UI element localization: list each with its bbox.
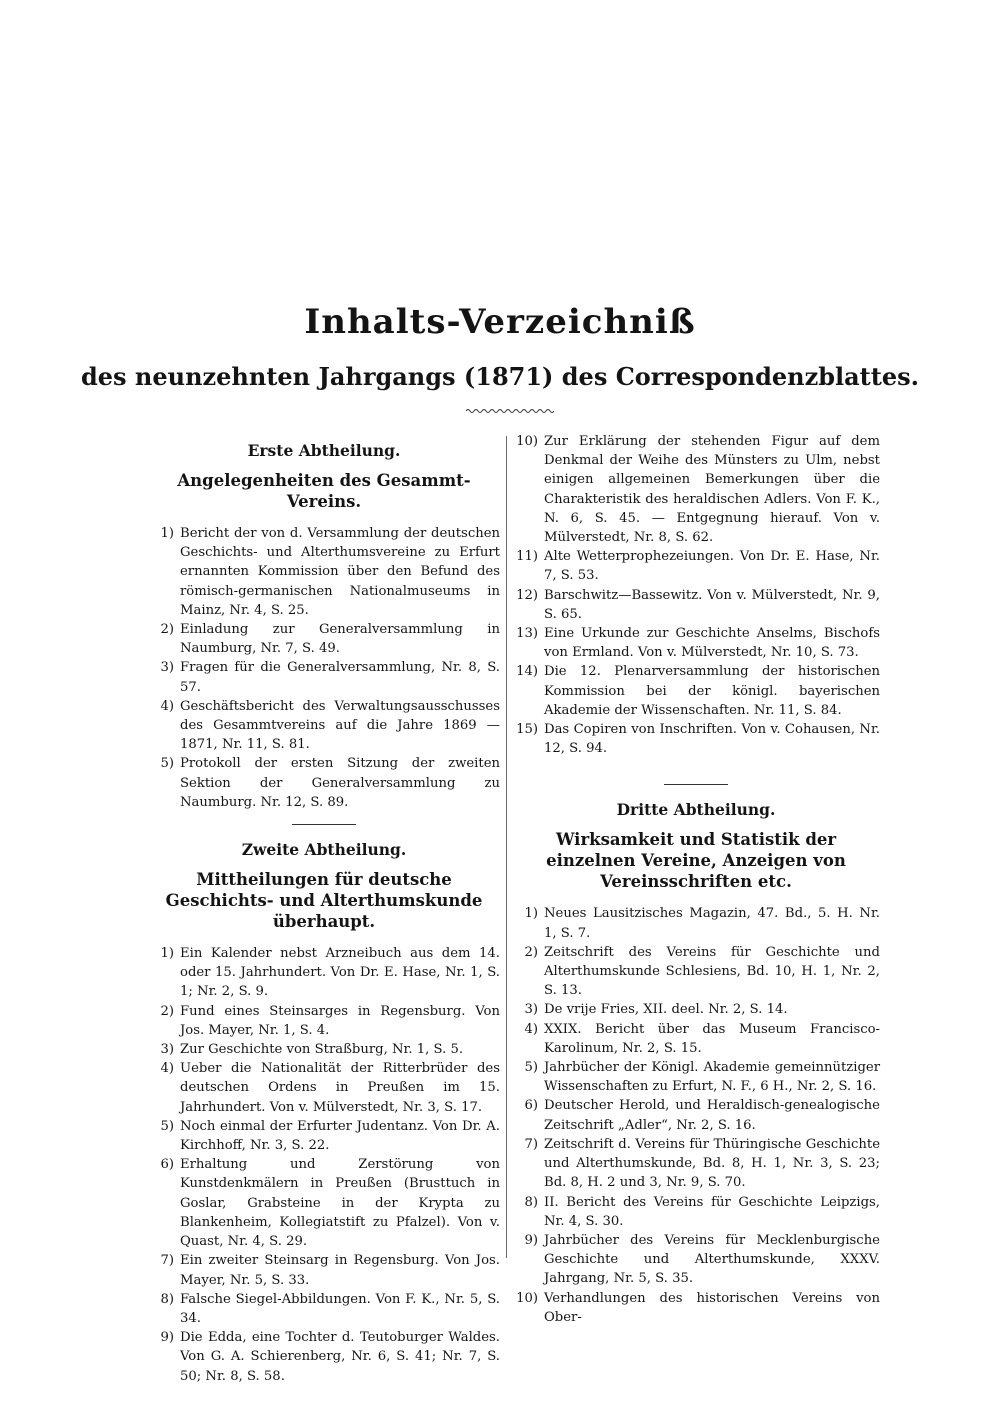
section-title: Zweite Abtheilung. <box>241 840 407 860</box>
item-number: 8) <box>160 1291 174 1307</box>
list-item <box>148 1002 500 1040</box>
list-item <box>512 943 880 1001</box>
item-number: 13) <box>516 626 538 642</box>
section-subtitle: Angelegenheiten des Gesammt-Vereins. <box>177 471 471 511</box>
list-item <box>148 1040 500 1059</box>
list-item <box>148 620 500 658</box>
item-number: 14) <box>516 664 538 680</box>
item-number: 9) <box>160 1330 174 1346</box>
item-text: Zur Geschichte von Straßburg, Nr. 1, S. 5. <box>180 1042 464 1058</box>
item-text: Ein Kalender nebst Arzneibuch aus dem 14. oder 15. Jahrhundert. Von Dr. E. Hase, Nr. 1, S. 1; Nr. 2, S. 9. <box>180 946 500 1000</box>
item-number: 10) <box>516 1290 538 1306</box>
list-item <box>148 944 500 1002</box>
item-text: Alte Wetterprophezeiungen. Von Dr. E. Hase, Nr. 7, S. 53. <box>544 549 880 584</box>
section-subtitle: Mittheilungen für deutsche Geschichts- und Alterthumskunde überhaupt. <box>165 870 483 932</box>
list-item <box>148 1290 500 1328</box>
item-text: Die Edda, eine Tochter d. Teutoburger Waldes. Von G. A. Schierenberg, Nr. 6, S. 41; Nr. 7, S. 50; Nr. 8, S. 58. <box>180 1330 500 1384</box>
item-number: 7) <box>160 1253 174 1269</box>
item-text: Noch einmal der Erfurter Judentanz. Von Dr. A. Kirchhoff, Nr. 3, S. 22. <box>180 1118 500 1154</box>
section-subtitle: Wirksamkeit und Statistik der einzelnen Vereine, Anzeigen von Vereinsschriften etc. <box>546 830 846 892</box>
item-number: 3) <box>160 1042 174 1058</box>
list-item <box>148 754 500 812</box>
item-number: 9) <box>524 1232 538 1248</box>
item-number: 10) <box>516 434 538 449</box>
item-text: Zur Erklärung der stehenden Figur auf dem Denkmal der Weihe des Münsters zu Ulm, nebst einigen allgemeinen Bemerkungen über die Charakteristik des heraldischen Adlers. Von F. K., N. 6, S. 45. — Entgegnung hierauf. Von v. Mülverstedt, Nr. 8, S. 62. <box>544 434 880 546</box>
list-item <box>148 1117 500 1155</box>
item-number: 6) <box>524 1098 538 1114</box>
item-number: 5) <box>524 1060 538 1076</box>
item-number: 2) <box>160 1003 174 1019</box>
item-number: 1) <box>160 526 174 541</box>
list-item <box>148 1059 500 1117</box>
item-text: Bericht der von d. Versammlung der deutschen Geschichts- und Alterthumsvereine zu Erfurt ernannten Kommission über den Befund des römisch-germanischen Nationalmuseums in Mainz, Nr. 4, S. 25. <box>180 526 500 618</box>
column-divider <box>506 436 507 1258</box>
item-number: 5) <box>160 756 174 772</box>
list-item <box>512 1231 880 1289</box>
page-title: Inhalts-Verzeichniß <box>304 302 696 342</box>
item-number: 4) <box>160 1061 174 1077</box>
list-item <box>512 1020 880 1058</box>
list-item <box>512 904 880 942</box>
item-text: Ein zweiter Steinsarg in Regensburg. Von Jos. Mayer, Nr. 5, S. 33. <box>180 1253 500 1288</box>
list-item <box>512 547 880 585</box>
list-item <box>148 697 500 755</box>
item-number: 3) <box>160 660 174 676</box>
item-text: Protokoll der ersten Sitzung der zweiten Sektion der Generalversammlung zu Naumburg. Nr. 12, S. 89. <box>180 756 500 810</box>
item-text: XXIX. Bericht über das Museum Francisco-Karolinum, Nr. 2, S. 15. <box>544 1021 880 1056</box>
item-text: Barschwitz—Bassewitz. Von v. Mülverstedt, Nr. 9, S. 65. <box>544 587 880 622</box>
list-item <box>148 658 500 696</box>
section-separator <box>664 784 728 785</box>
section-title: Dritte Abtheilung. <box>616 800 776 820</box>
item-text: Geschäftsbericht des Verwaltungsausschusses des Gesammtvereins auf die Jahre 1869 — 1871, Nr. 11, S. 81. <box>180 698 500 753</box>
page-subtitle: des neunzehnten Jahrgangs (1871) des Correspondenzblattes. <box>80 362 919 391</box>
list-item <box>512 1135 880 1193</box>
item-number: 11) <box>516 549 538 565</box>
list-item <box>512 1058 880 1096</box>
item-number: 4) <box>524 1021 538 1037</box>
list-item <box>148 1251 500 1289</box>
item-text: Das Copiren von Inschriften. Von v. Cohausen, Nr. 12, S. 94. <box>544 722 880 757</box>
item-text: Jahrbücher des Vereins für Mecklenburgische Geschichte und Alterthumskunde, XXXV. Jahrgang, Nr. 5, S. 35. <box>544 1232 880 1287</box>
section-title: Erste Abtheilung. <box>247 441 401 460</box>
list-item <box>512 662 880 720</box>
item-number: 3) <box>524 1002 538 1018</box>
item-text: Einladung zur Generalversammlung in Naumburg, Nr. 7, S. 49. <box>180 622 500 657</box>
list-item <box>512 1096 880 1134</box>
item-number: 2) <box>524 944 538 960</box>
list-item <box>148 1155 500 1251</box>
section-separator <box>292 824 356 825</box>
list-item <box>148 1328 500 1386</box>
list-item <box>512 432 880 547</box>
item-number: 12) <box>516 587 538 603</box>
item-text: Ueber die Nationalität der Ritterbrüder des deutschen Ordens in Preußen im 15. Jahrhundert. Von v. Mülverstedt, Nr. 3, S. 17. <box>180 1061 500 1115</box>
item-number: 8) <box>524 1194 538 1210</box>
item-text: Verhandlungen des historischen Vereins von Ober- <box>544 1290 880 1325</box>
item-number: 15) <box>516 722 538 738</box>
item-text: Jahrbücher der Königl. Akademie gemeinnütziger Wissenschaften zu Erfurt, N. F., 6 H., Nr. 2, S. 16. <box>544 1060 880 1095</box>
flourish-divider <box>466 407 554 415</box>
item-number: 6) <box>160 1157 174 1173</box>
item-number: 2) <box>160 622 174 638</box>
item-text: Zeitschrift d. Vereins für Thüringische Geschichte und Alterthumskunde, Bd. 8, H. 1, Nr. 3, S. 23; Bd. 8, H. 2 und 3, Nr. 9, S. 70. <box>544 1136 880 1191</box>
left-column <box>148 432 500 1386</box>
item-number: 1) <box>524 906 538 922</box>
item-text: Erhaltung und Zerstörung von Kunstdenkmälern in Preußen (Brusttuch in Goslar, Grabsteine in der Krypta zu Blankenheim, Kollegiatstift zu Pfalzel). Von v. Quast, Nr. 4, S. 29. <box>180 1157 500 1250</box>
item-text: De vrije Fries, XII. deel. Nr. 2, S. 14. <box>544 1002 788 1018</box>
item-text: II. Bericht des Vereins für Geschichte Leipzigs, Nr. 4, S. 30. <box>544 1194 880 1229</box>
list-item <box>512 720 880 758</box>
item-number: 7) <box>524 1136 538 1152</box>
item-text: Falsche Siegel-Abbildungen. Von F. K., Nr. 5, S. 34. <box>180 1291 500 1326</box>
list-item <box>512 1193 880 1231</box>
right-column <box>512 432 880 1327</box>
list-item <box>512 1289 880 1327</box>
item-text: Fragen für die Generalversammlung, Nr. 8, S. 57. <box>180 660 500 695</box>
list-item <box>512 1000 880 1019</box>
item-text: Zeitschrift des Vereins für Geschichte und Alterthumskunde Schlesiens, Bd. 10, H. 1, Nr. 2, S. 13. <box>544 944 880 999</box>
item-text: Die 12. Plenarversammlung der historischen Kommission bei der königl. bayerischen Akademie der Wissenschaften. Nr. 11, S. 84. <box>544 664 880 718</box>
item-number: 1) <box>160 946 174 962</box>
list-item <box>148 524 500 620</box>
item-number: 5) <box>160 1118 174 1134</box>
item-text: Neues Lausitzisches Magazin, 47. Bd., 5. H. Nr. 1, S. 7. <box>544 906 880 941</box>
item-number: 4) <box>160 698 174 714</box>
list-item <box>512 624 880 662</box>
item-text: Eine Urkunde zur Geschichte Anselms, Bischofs von Ermland. Von v. Mülverstedt, Nr. 10, S. 73. <box>544 626 880 661</box>
item-text: Fund eines Steinsarges in Regensburg. Von Jos. Mayer, Nr. 1, S. 4. <box>180 1003 500 1038</box>
item-text: Deutscher Herold, und Heraldisch-genealogische Zeitschrift „Adler“, Nr. 2, S. 16. <box>544 1098 880 1133</box>
list-item <box>512 586 880 624</box>
